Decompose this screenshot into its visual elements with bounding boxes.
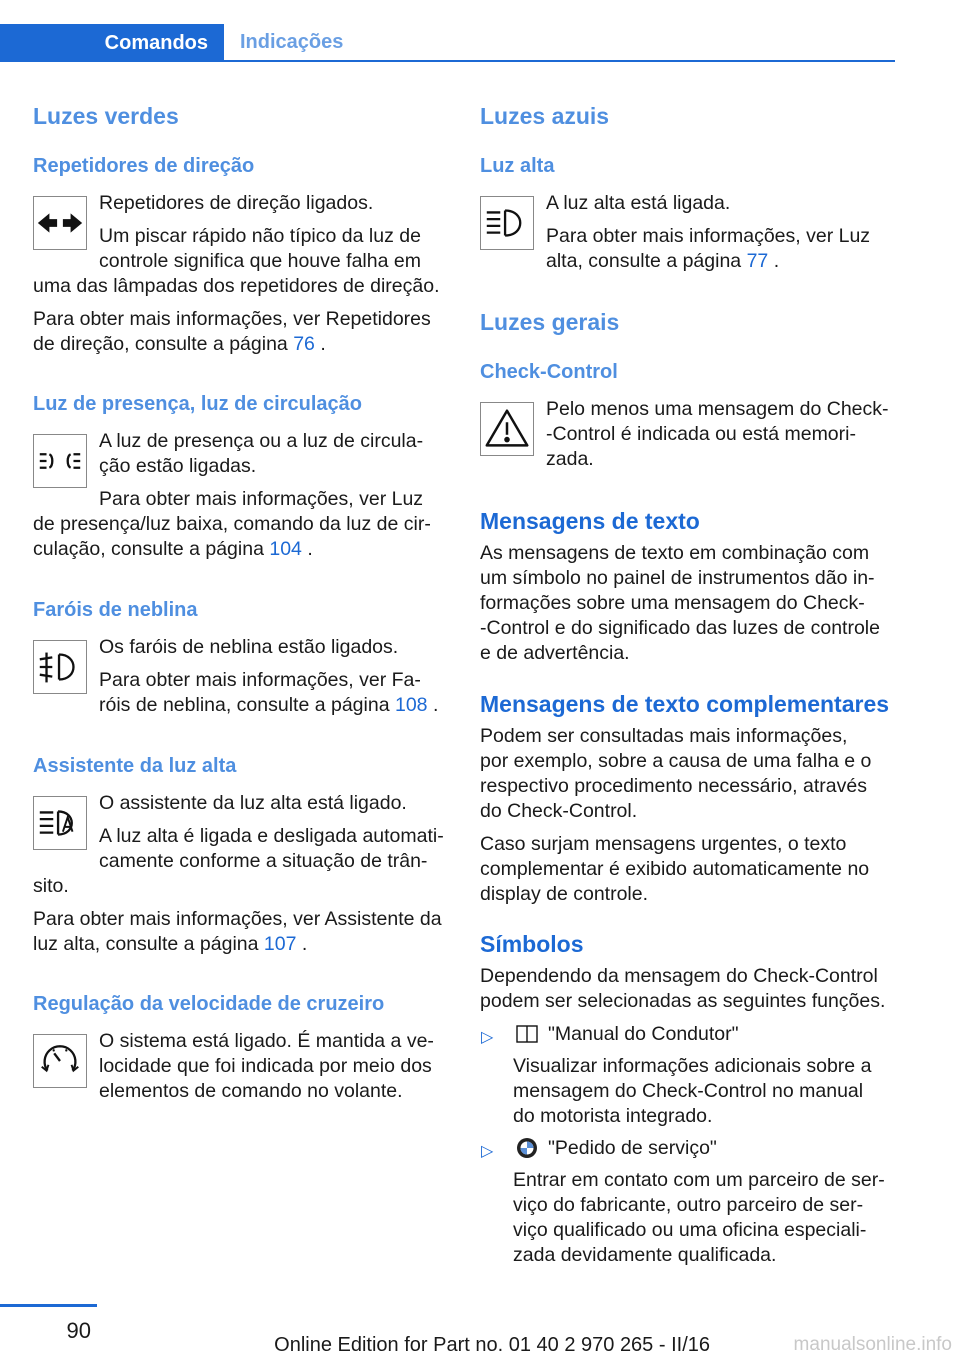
hba-line1: O assistente da luz alta está ligado. — [99, 792, 407, 814]
fog-line1: Os faróis de neblina estão ligados. — [99, 636, 399, 658]
symbols-l1: Dependendo da mensagem do Check-Control — [480, 965, 878, 987]
comp-l7: display de controle. — [480, 883, 649, 905]
tab-indicacoes[interactable]: Indicações — [224, 24, 895, 62]
item1-c: do motorista integrado. — [513, 1105, 713, 1127]
texts-l5: e de advertência. — [480, 642, 630, 664]
turn-signal-heading: Repetidores de direção — [33, 155, 255, 177]
warning-triangle-icon — [480, 402, 534, 456]
hba-line2c: sito. — [33, 875, 69, 897]
service-label: "Pedido de serviço" — [548, 1137, 717, 1159]
check-line3: zada. — [546, 448, 594, 470]
check-line1: Pelo menos uma mensagem do Check‐ — [546, 398, 889, 420]
section-title-general: Luzes gerais — [480, 309, 620, 335]
texts-l2: um símbolo no painel de instrumentos dão in‐ — [480, 567, 875, 589]
texts-l4: -Control e do significado das luzes de controle — [480, 617, 880, 639]
parking-page-link[interactable]: 104 — [269, 538, 302, 560]
parking-more-b: de presença/luz baixa, comando da luz de cir‐ — [33, 513, 431, 535]
item2-c: viço qualificado ou uma oficina especiali‐ — [513, 1219, 867, 1241]
text-messages-heading: Mensagens de texto — [480, 508, 700, 534]
parking-line1a: A luz de presença ou a luz de circula‐ — [99, 430, 424, 452]
section-title-green: Luzes verdes — [33, 103, 179, 129]
texts-l3: formações sobre uma mensagem do Check‐ — [480, 592, 865, 614]
highbeam-icon — [480, 196, 534, 250]
comp-l4: do Check-Control. — [480, 800, 638, 822]
check-line2: -Control é indicada ou está memori‐ — [546, 423, 856, 445]
section-title-blue: Luzes azuis — [480, 103, 610, 129]
turn-page-link[interactable]: 76 — [293, 333, 315, 355]
fog-light-icon — [33, 640, 87, 694]
cruise-line2: locidade que foi indicada por meio dos — [99, 1055, 432, 1077]
turn-more-a: Para obter mais informações, ver Repetidores — [33, 308, 431, 330]
highbeam-assist-heading: Assistente da luz alta — [33, 755, 237, 777]
bullet-icon: ▷ — [481, 1029, 494, 1046]
fog-page-link[interactable]: 108 — [394, 694, 428, 716]
footer-rule — [0, 1304, 97, 1307]
cruise-control-icon — [33, 1034, 87, 1088]
edition-text: Online Edition for Part no. 01 40 2 970 265 - II/16 — [274, 1334, 710, 1356]
manual-label: "Manual do Condutor" — [548, 1023, 739, 1045]
check-control-heading: Check-Control — [480, 361, 618, 383]
complementary-heading: Mensagens de texto complementares — [480, 691, 890, 717]
parking-more-c: culação, consulte a página 104 . — [33, 538, 313, 560]
cruise-line1: O sistema está ligado. É mantida a ve‐ — [99, 1030, 434, 1052]
fog-more-b: róis de neblina, consulte a página 108 . — [99, 694, 439, 716]
highbeam-line1: A luz alta está ligada. — [546, 192, 731, 214]
fog-more-a: Para obter mais informações, ver Fa‐ — [99, 669, 421, 691]
comp-l1: Podem ser consultadas mais informações, — [480, 725, 848, 747]
parking-more-a: Para obter mais informações, ver Luz — [99, 488, 424, 510]
tab-comandos[interactable]: Comandos — [0, 24, 224, 62]
highbeam-more-a: Para obter mais informações, ver Luz — [546, 225, 871, 247]
hba-line2a: A luz alta é ligada e desligada automati‐ — [99, 825, 444, 847]
bullet-icon: ▷ — [481, 1143, 494, 1160]
item1-a: Visualizar informações adicionais sobre a — [513, 1055, 872, 1077]
highbeam-more-b: alta, consulte a página 77 . — [546, 250, 780, 272]
fog-heading: Faróis de neblina — [33, 599, 198, 621]
item2-b: viço do fabricante, outro parceiro de ser‐ — [513, 1194, 864, 1216]
item2-a: Entrar em contato com um parceiro de ser‐ — [513, 1169, 885, 1191]
symbols-l2: podem ser selecionadas as seguintes funções. — [480, 990, 886, 1012]
hba-more-a: Para obter mais informações, ver Assistente da — [33, 908, 442, 930]
highbeam-page-link[interactable]: 77 — [746, 250, 769, 272]
turn-signal-icon — [33, 196, 87, 250]
header-tabs — [0, 24, 895, 62]
cruise-heading: Regulação da velocidade de cruzeiro — [33, 993, 385, 1015]
turn-line1: Repetidores de direção ligados. — [99, 192, 374, 214]
comp-l5: Caso surjam mensagens urgentes, o texto — [480, 833, 847, 855]
parking-heading: Luz de presença, luz de circulação — [33, 393, 363, 415]
hba-page-link[interactable]: 107 — [263, 933, 297, 955]
turn-line2b: controle significa que houve falha em — [99, 250, 421, 272]
highbeam-heading: Luz alta — [480, 155, 555, 177]
turn-line2a: Um piscar rápido não típico da luz de — [99, 225, 421, 247]
hba-more-b: luz alta, consulte a página 107 . — [33, 933, 308, 955]
parking-light-icon — [33, 434, 87, 488]
comp-l3: respectivo procedimento necessário, através — [480, 775, 867, 797]
symbols-heading: Símbolos — [480, 931, 584, 957]
manual-book-icon — [516, 1024, 538, 1044]
comp-l6: complementar é exibido automaticamente no — [480, 858, 870, 880]
watermark: manualsonline.info — [793, 1334, 952, 1355]
item2-d: zada devidamente qualificada. — [513, 1244, 777, 1266]
turn-more-b: de direção, consulte a página 76 . — [33, 333, 326, 355]
hba-line2b: camente conforme a situação de trân‐ — [99, 850, 428, 872]
parking-line1b: ção estão ligadas. — [99, 455, 257, 477]
item1-b: mensagem do Check-Control no manual — [513, 1080, 864, 1102]
comp-l2: por exemplo, sobre a causa de uma falha e o — [480, 750, 872, 772]
highbeam-assist-icon — [33, 796, 87, 850]
page-number: 90 — [66, 1318, 91, 1343]
service-logo-icon — [516, 1137, 538, 1159]
texts-l1: As mensagens de texto em combinação com — [480, 542, 870, 564]
cruise-line3: elementos de comando no volante. — [99, 1080, 403, 1102]
turn-line2c: uma das lâmpadas dos repetidores de direção. — [33, 275, 440, 297]
